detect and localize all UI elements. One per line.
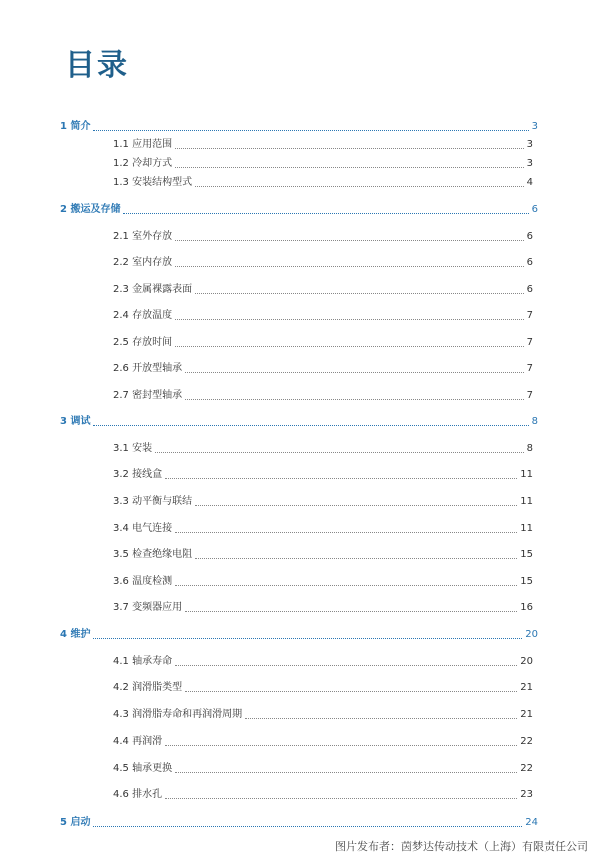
toc-number: 1.3 xyxy=(113,177,133,188)
toc-number: 4.6 xyxy=(113,789,133,800)
toc-number: 1 xyxy=(60,121,71,132)
toc-number: 3.6 xyxy=(113,576,133,587)
dot-leader xyxy=(93,425,528,426)
toc-page-number: 7 xyxy=(526,390,533,401)
toc-label: 再润滑 xyxy=(132,736,163,747)
toc-label: 开放型轴承 xyxy=(132,363,183,374)
toc-section-2-5[interactable] xyxy=(113,334,533,350)
toc-section-4-3[interactable] xyxy=(113,706,533,722)
toc-label: 排水孔 xyxy=(132,789,163,800)
toc-number: 2.6 xyxy=(113,363,133,374)
toc-page-number: 11 xyxy=(520,469,533,480)
toc-number: 3.4 xyxy=(113,523,133,534)
toc-section-2-7[interactable] xyxy=(113,387,533,403)
toc-page-number: 21 xyxy=(520,709,533,720)
toc-label: 搬运及存储 xyxy=(70,204,121,215)
dot-leader xyxy=(175,240,524,241)
toc-section-4-1[interactable] xyxy=(113,653,533,669)
toc-section-2-4[interactable] xyxy=(113,307,533,323)
toc-label: 冷却方式 xyxy=(132,158,173,169)
toc-label: 变频器应用 xyxy=(132,602,183,613)
toc-section-4-2[interactable] xyxy=(113,679,533,695)
toc-section-1-3[interactable] xyxy=(113,174,533,190)
toc-number: 2.5 xyxy=(113,337,133,348)
dot-leader xyxy=(185,691,517,692)
toc-label: 润滑脂类型 xyxy=(132,682,183,693)
toc-number: 2.4 xyxy=(113,310,133,321)
toc-label: 室内存放 xyxy=(132,257,173,268)
toc-page-number: 21 xyxy=(520,682,533,693)
toc-section-3-2[interactable] xyxy=(113,466,533,482)
dot-leader xyxy=(195,186,524,187)
toc-number: 2.2 xyxy=(113,257,133,268)
toc-label: 润滑脂寿命和再润滑周期 xyxy=(132,709,243,720)
toc-section-2-2[interactable] xyxy=(113,254,533,270)
toc-label: 金属裸露表面 xyxy=(132,284,193,295)
toc-section-3-5[interactable] xyxy=(113,546,533,562)
toc-section-3-7[interactable] xyxy=(113,599,533,615)
dot-leader xyxy=(175,665,517,666)
toc-label: 电气连接 xyxy=(132,523,173,534)
toc-page-number: 3 xyxy=(526,139,533,150)
toc-label: 启动 xyxy=(70,817,91,828)
toc-label: 室外存放 xyxy=(132,231,173,242)
toc-label: 安装结构型式 xyxy=(132,177,193,188)
dot-leader xyxy=(245,718,517,719)
toc-number: 3.1 xyxy=(113,443,133,454)
toc-page-number: 15 xyxy=(520,549,533,560)
toc-label: 安装 xyxy=(132,443,153,454)
image-credit: 图片发布者：茵梦达传动技术（上海）有限责任公司 xyxy=(335,838,588,856)
dot-leader xyxy=(175,585,517,586)
toc-page-number: 6 xyxy=(526,231,533,242)
dot-leader xyxy=(175,319,524,320)
toc-number: 3.7 xyxy=(113,602,133,613)
toc-chapter-1[interactable] xyxy=(60,118,538,134)
toc-page-number: 3 xyxy=(526,158,533,169)
toc-number: 3.3 xyxy=(113,496,133,507)
toc-number: 1.2 xyxy=(113,158,133,169)
toc-page-number: 6 xyxy=(531,204,538,215)
toc-chapter-2[interactable] xyxy=(60,201,538,217)
toc-page-number: 7 xyxy=(526,337,533,348)
toc-number: 5 xyxy=(60,817,71,828)
toc-section-3-6[interactable] xyxy=(113,573,533,589)
dot-leader xyxy=(175,148,524,149)
toc-label: 接线盒 xyxy=(132,469,163,480)
toc-number: 4.4 xyxy=(113,736,133,747)
dot-leader xyxy=(165,478,517,479)
toc-section-2-3[interactable] xyxy=(113,281,533,297)
toc-section-1-2[interactable] xyxy=(113,155,533,171)
toc-page-number: 22 xyxy=(520,763,533,774)
toc-section-3-1[interactable] xyxy=(113,440,533,456)
toc-label: 存放时间 xyxy=(132,337,173,348)
toc-number: 1.1 xyxy=(113,139,133,150)
toc-page-number: 6 xyxy=(526,284,533,295)
toc-page-number: 23 xyxy=(520,789,533,800)
toc-label: 轴承更换 xyxy=(132,763,173,774)
toc-page-number: 8 xyxy=(531,416,538,427)
toc-section-2-1[interactable] xyxy=(113,228,533,244)
toc-number: 4.2 xyxy=(113,682,133,693)
toc-label: 动平衡与联结 xyxy=(132,496,193,507)
toc-page-number: 11 xyxy=(520,523,533,534)
toc-page-number: 20 xyxy=(525,629,538,640)
toc-page-number: 22 xyxy=(520,736,533,747)
dot-leader xyxy=(175,167,524,168)
toc-page-number: 16 xyxy=(520,602,533,613)
dot-leader xyxy=(93,826,522,827)
toc-section-2-6[interactable] xyxy=(113,360,533,376)
toc-label: 简介 xyxy=(70,121,91,132)
toc-label: 温度检测 xyxy=(132,576,173,587)
dot-leader xyxy=(175,346,524,347)
toc-label: 密封型轴承 xyxy=(132,390,183,401)
dot-leader xyxy=(185,372,524,373)
toc-page-number: 8 xyxy=(526,443,533,454)
toc-page-number: 6 xyxy=(526,257,533,268)
toc-page-number: 20 xyxy=(520,656,533,667)
toc-label: 维护 xyxy=(70,629,91,640)
toc-number: 2.1 xyxy=(113,231,133,242)
dot-leader xyxy=(165,798,517,799)
dot-leader xyxy=(93,130,528,131)
toc-number: 4.1 xyxy=(113,656,133,667)
toc-section-3-3[interactable] xyxy=(113,493,533,509)
dot-leader xyxy=(175,772,517,773)
dot-leader xyxy=(175,532,517,533)
toc-page-number: 7 xyxy=(526,363,533,374)
toc-number: 3.2 xyxy=(113,469,133,480)
toc-chapter-5[interactable] xyxy=(60,814,538,830)
toc-chapter-3[interactable] xyxy=(60,413,538,429)
toc-number: 2.7 xyxy=(113,390,133,401)
toc-label: 调试 xyxy=(70,416,91,427)
dot-leader xyxy=(185,399,524,400)
toc-number: 4.3 xyxy=(113,709,133,720)
toc-number: 3.5 xyxy=(113,549,133,560)
dot-leader xyxy=(185,611,517,612)
page-title: 目录 xyxy=(65,48,129,83)
toc-section-1-1[interactable] xyxy=(113,136,533,152)
dot-leader xyxy=(175,266,524,267)
toc-page-number: 11 xyxy=(520,496,533,507)
toc-number: 4 xyxy=(60,629,71,640)
toc-label: 存放温度 xyxy=(132,310,173,321)
dot-leader xyxy=(165,745,517,746)
toc-page-number: 24 xyxy=(525,817,538,828)
dot-leader xyxy=(155,452,524,453)
toc-label: 检查绝缘电阻 xyxy=(132,549,193,560)
toc-page-number: 4 xyxy=(526,177,533,188)
toc-label: 轴承寿命 xyxy=(132,656,173,667)
dot-leader xyxy=(195,505,517,506)
toc-section-4-4[interactable] xyxy=(113,733,533,749)
toc-number: 3 xyxy=(60,416,71,427)
dot-leader xyxy=(93,638,522,639)
dot-leader xyxy=(195,558,517,559)
toc-number: 4.5 xyxy=(113,763,133,774)
toc-page-number: 3 xyxy=(531,121,538,132)
toc-number: 2.3 xyxy=(113,284,133,295)
dot-leader xyxy=(123,213,528,214)
toc-section-4-5[interactable] xyxy=(113,760,533,776)
toc-label: 应用范围 xyxy=(132,139,173,150)
toc-section-4-6[interactable] xyxy=(113,786,533,802)
toc-chapter-4[interactable] xyxy=(60,626,538,642)
toc-section-3-4[interactable] xyxy=(113,520,533,536)
toc-page-number: 7 xyxy=(526,310,533,321)
toc-page-number: 15 xyxy=(520,576,533,587)
dot-leader xyxy=(195,293,524,294)
toc-number: 2 xyxy=(60,204,71,215)
